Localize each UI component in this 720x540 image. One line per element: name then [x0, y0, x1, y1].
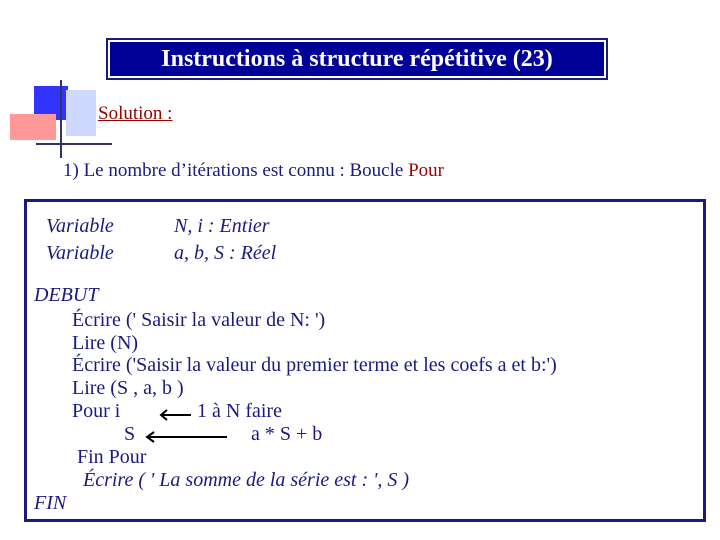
code-line-s-var: S — [124, 423, 136, 445]
iteration-note-highlight: Pour — [408, 160, 444, 181]
declaration-value-2: a, b, S : Réel — [174, 242, 277, 264]
assign-long-arrow-icon — [144, 430, 228, 444]
iteration-note-text: 1) Le nombre d’itérations est connu : Boucle — [63, 160, 409, 181]
declaration-keyword-1: Variable — [46, 215, 114, 237]
algorithm-box — [24, 199, 706, 522]
decorative-lightblue-rect — [66, 90, 96, 136]
slide-title: Instructions à structure répétitive (23) — [110, 42, 604, 76]
code-line-pour-end: 1 à N faire — [197, 400, 282, 422]
code-line-lire-n: Lire (N) — [72, 332, 139, 354]
code-line-ecrire-n: Écrire (' Saisir la valeur de N: ') — [72, 309, 326, 331]
code-line-lire-sab: Lire (S , a, b ) — [72, 377, 184, 399]
code-line-ecrire-terms: Écrire ('Saisir la valeur du premier terme et les coefs a et b:') — [72, 354, 557, 376]
solution-heading: Solution : — [98, 103, 173, 124]
code-line-s-expr: a * S + b — [251, 423, 323, 445]
decorative-horizontal-line — [36, 143, 112, 145]
decorative-vertical-line — [60, 80, 62, 158]
slide-title-box — [106, 38, 608, 80]
iteration-note — [63, 160, 444, 182]
assign-arrow-icon — [158, 408, 192, 422]
decorative-pink-square — [10, 114, 56, 140]
debut-keyword: DEBUT — [34, 284, 99, 306]
declaration-keyword-2: Variable — [46, 242, 114, 264]
code-line-pour-start: Pour i — [72, 400, 121, 422]
declaration-value-1: N, i : Entier — [174, 215, 270, 237]
fin-keyword: FIN — [34, 492, 67, 514]
code-line-fin-pour: Fin Pour — [77, 446, 147, 468]
code-line-ecrire-result: Écrire ( ' La somme de la série est : ', S ) — [83, 469, 410, 491]
